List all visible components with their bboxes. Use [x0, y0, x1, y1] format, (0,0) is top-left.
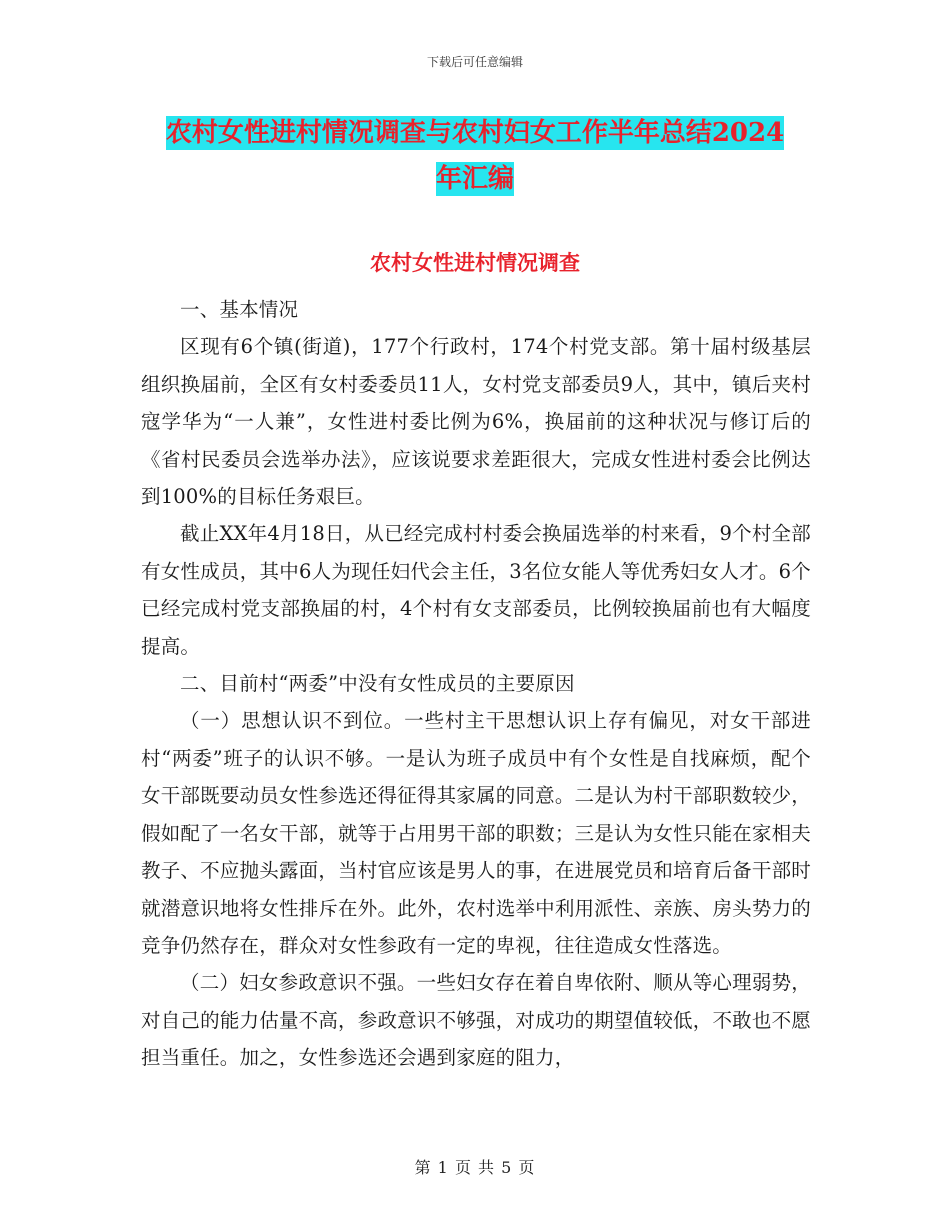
heading-main-reasons: 二、目前村“两委”中没有女性成员的主要原因 — [180, 672, 575, 696]
document-body — [141, 291, 811, 1077]
heading-basic-situation: 一、基本情况 — [180, 298, 299, 321]
page-number: 第 1 页 共 5 页 — [414, 1158, 536, 1177]
paragraph: （一）思想认识不到位。一些村主干思想认识上存有偏见，对女干部进村“两委”班子的认识不够。一是认为班子成员中有个女性是自找麻烦，配个女干部既要动员女性参选还得征得其家属的同意。二是认为村干部职数较少，假如配了一名女干部，就等于占用男干部的职数；三是认为女性只能在家相夫教子、不应抛头露面，当村官应该是男人的事，在进展党员和培育后备干部时就潜意识地将女性排斥在外。此外，农村选举中利用派性、亲族、房头势力的竞争仍然存在，群众对女性参政有一定的卑视，往往造成女性落选。 — [141, 709, 811, 957]
header-note: 下载后可任意编辑 — [426, 55, 523, 69]
document-title — [0, 110, 950, 202]
paragraph: （二）妇女参政意识不强。一些妇女存在着自卑依附、顺从等心理弱势，对自己的能力估量不高，参政意识不够强，对成功的期望值较低，不敢也不愿担当重任。加之，女性参选还会遇到家庭的阻力， — [141, 971, 811, 1070]
paragraph: 截止XX年4月18日，从已经完成村村委会换届选举的村来看，9个村全部有女性成员，其中6人为现任妇代会主任，3名位女能人等优秀妇女人才。6个已经完成村党支部换届的村，4个村有女支部委员，比例较换届前也有大幅度提高。 — [141, 522, 811, 658]
document-title-line-2: 年汇编 — [435, 164, 514, 194]
document-title-line-1: 农村女性进村情况调查与农村妇女工作半年总结2024 — [165, 118, 785, 148]
paragraph: 区现有6个镇(街道)，177个行政村，174个村党支部。第十届村级基层组织换届前，全区有女村委委员11人，女村党支部委员9人，其中，镇后夹村寇学华为“一人兼”，女性进村委比例为6%，换届前的这种状况与修订后的《省村民委员会选举办法》，应该说要求差距很大，完成女性进村委会比例达到100%的目标任务艰巨。 — [141, 335, 811, 509]
section-heading: 农村女性进村情况调查 — [370, 250, 580, 275]
